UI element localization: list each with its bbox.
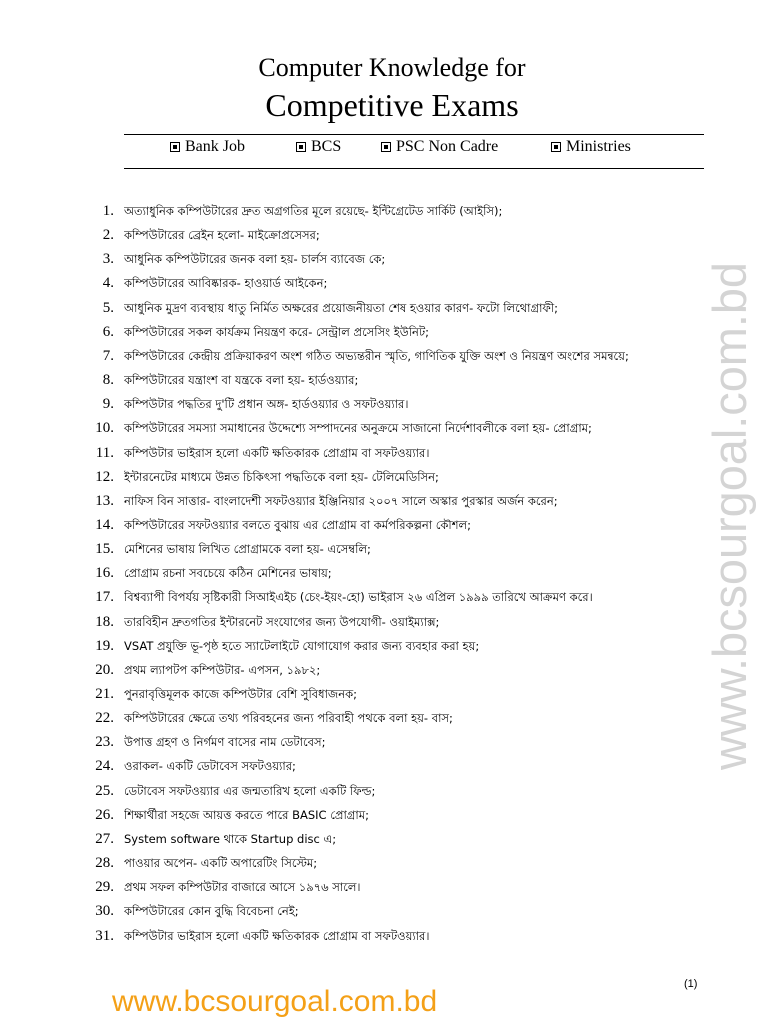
item-text: ইন্টারনেটের মাধ্যমে উন্নত চিকিৎসা পদ্ধতিকে বলা হয়- টেলিমেডিসিন;: [124, 469, 439, 484]
list-item: [0, 586, 768, 609]
item-number: 15.: [95, 541, 114, 558]
list-item: [0, 659, 768, 682]
list-item: [0, 900, 768, 923]
item-number: 6.: [102, 323, 114, 340]
category-label: Ministries: [566, 138, 631, 155]
item-text: উপাত্ত গ্রহণ ও নির্গমণ বাসের নাম ডেটাবেস;: [124, 735, 326, 750]
item-number: 17.: [95, 589, 114, 606]
item-number: 1.: [102, 203, 114, 219]
category-label: Bank Job: [185, 138, 245, 155]
item-number: 22.: [95, 710, 114, 727]
list-item: [0, 490, 768, 513]
item-text: কম্পিউটারের সফটওয়্যার বলতে বুঝায় এর প্রোগ্রাম বা কর্মপরিকল্পনা কৌশল;: [124, 517, 471, 532]
square-bullet-icon: [381, 142, 391, 152]
category-ministries: [551, 136, 631, 158]
item-text: কম্পিউটার ভাইরাস হলো একটি ক্ষতিকারক প্রোগ্রাম বা সফটওয়্যার।: [124, 928, 430, 943]
item-number: 14.: [95, 516, 114, 533]
category-label: PSC Non Cadre: [396, 138, 499, 155]
page-number: (1): [684, 978, 698, 990]
list-item: [0, 248, 768, 271]
list-item: [0, 925, 768, 948]
item-text: আধুনিক মুদ্রণ ব্যবস্থায় ধাতু নির্মিত অক্ষরের প্রয়োজনীয়তা শেষ হওয়ার কারণ- ফটো লিথোগ্রাফী;: [124, 300, 558, 315]
item-text: কম্পিউটারের যন্ত্রাংশ বা যন্ত্রকে বলা হয়- হার্ডওয়্যার;: [124, 373, 359, 388]
item-number: 31.: [95, 927, 114, 944]
item-number: 26.: [95, 806, 114, 823]
top-divider: [124, 134, 704, 135]
list-item: [0, 297, 768, 320]
item-text: অত্যাধুনিক কম্পিউটারের দ্রুত অগ্রগতির মূলে রয়েছে- ইন্টিগ্রেটেড সার্কিট (আইসি);: [124, 204, 503, 218]
item-number: 28.: [95, 855, 114, 872]
category-bcs: [296, 136, 341, 158]
item-text: ওরাকল- একটি ডেটাবেস সফটওয়্যার;: [124, 759, 296, 774]
category-psc-non-cadre: [381, 136, 498, 158]
list-item: [0, 224, 768, 247]
list-item: [0, 345, 768, 368]
list-item: [0, 200, 768, 223]
list-item: [0, 876, 768, 899]
list-item: [0, 417, 768, 440]
item-text: মেশিনের ভাষায় লিখিত প্রোগ্রামকে বলা হয়- এসেম্বলি;: [124, 542, 371, 557]
list-item: [0, 562, 768, 585]
item-number: 4.: [102, 275, 114, 292]
list-item: [0, 683, 768, 706]
list-item: [0, 321, 768, 344]
list-item: [0, 611, 768, 634]
list-item: [0, 804, 768, 827]
item-text: System software থাকে Startup disc এ;: [124, 831, 337, 846]
document-title-line1: Computer Knowledge for: [258, 53, 526, 82]
item-text: পাওয়ার অপেন- একটি অপারেটিং সিস্টেম;: [124, 856, 318, 871]
item-text: তারবিহীন দ্রুতগতির ইন্টারনেট সংযোগের জন্য উপযোগী- ওয়াইম্যাক্স;: [124, 614, 440, 629]
item-number: 12.: [95, 468, 114, 485]
item-number: 9.: [102, 396, 114, 413]
list-item: [0, 442, 768, 465]
list-item: [0, 466, 768, 489]
item-number: 2.: [102, 227, 114, 244]
list-item: [0, 828, 768, 851]
item-text: নাফিস বিন সাত্তার- বাংলাদেশী সফটওয়্যার ইঞ্জিনিয়ার ২০০৭ সালে অস্কার পুরস্কার অর্জন করেন;: [124, 493, 558, 508]
item-text: কম্পিউটারের সমস্যা সমাধানের উদ্দেশ্যে সম্পাদনের অনুক্রমে সাজানো নির্দেশাবলীকে বলা হয়- প্রোগ্রাম;: [124, 421, 592, 436]
item-number: 8.: [102, 372, 114, 389]
item-text: কম্পিউটারের আবিষ্কারক- হাওয়ার্ড আইকেন;: [124, 276, 328, 291]
list-item: [0, 707, 768, 730]
list-item: [0, 393, 768, 416]
item-number: 24.: [95, 758, 114, 775]
item-number: 5.: [102, 299, 114, 316]
item-text: প্রথম সফল কম্পিউটার বাজারে আসে ১৯৭৬ সালে।: [124, 880, 361, 895]
item-number: 30.: [95, 903, 114, 920]
item-text: প্রোগ্রাম রচনা সবচেয়ে কঠিন মেশিনের ভাষায়;: [124, 566, 332, 581]
footer-website-url: www.bcsourgoal.com.bd: [112, 985, 438, 1018]
item-text: কম্পিউটার পদ্ধতির দু'টি প্রধান অঙ্গ- হার্ডওয়্যার ও সফটওয়্যার।: [124, 397, 409, 412]
bottom-divider: [124, 168, 704, 169]
item-text: কম্পিউটারের সকল কার্যক্রম নিয়ন্ত্রণ করে- সেন্ট্রাল প্রসেসিং ইউনিট;: [124, 324, 430, 339]
item-number: 16.: [95, 565, 114, 582]
item-text: ডেটাবেস সফটওয়্যার এর জন্মতারিখ হলো একটি ফিল্ড;: [124, 783, 376, 798]
item-text: বিশ্বব্যাপী বিপর্যয় সৃষ্টিকারী সিআইএইচ (চেং-ইয়ং-হো) ভাইরাস ২৬ এপ্রিল ১৯৯৯ তারিখে আক্রমণ করে।: [124, 590, 593, 605]
item-text: কম্পিউটার ভাইরাস হলো একটি ক্ষতিকারক প্রোগ্রাম বা সফটওয়্যার।: [124, 445, 430, 460]
item-text: কম্পিউটারের কোন বুদ্ধি বিবেচনা নেই;: [124, 904, 299, 919]
category-label: BCS: [311, 138, 342, 155]
square-bullet-icon: [296, 142, 306, 152]
category-bar: [0, 136, 768, 160]
watermark: [700, 258, 760, 770]
item-number: 23.: [95, 734, 114, 751]
item-number: 20.: [95, 661, 114, 678]
item-number: 27.: [95, 830, 114, 847]
item-number: 21.: [95, 686, 114, 702]
list-item: [0, 755, 768, 778]
list-item: [0, 780, 768, 803]
item-number: 11.: [95, 444, 114, 461]
item-text: শিক্ষার্থীরা সহজে আয়ত্ত করতে পারে BASIC প্রোগ্রাম;: [124, 807, 370, 822]
item-number: 25.: [95, 782, 114, 799]
item-number: 19.: [95, 637, 114, 654]
list-item: [0, 369, 768, 392]
list-item: [0, 731, 768, 754]
item-text: কম্পিউটারের ক্ষেত্রে তথ্য পরিবহনের জন্য পরিবাহী পথকে বলা হয়- বাস;: [124, 711, 453, 726]
list-item: [0, 852, 768, 875]
item-text: VSAT প্রযুক্তি ভূ-পৃষ্ঠ হতে স্যাটেলাইটে যোগাযোগ করার জন্য ব্যবহার করা হয়;: [124, 638, 480, 653]
square-bullet-icon: [551, 142, 561, 152]
list-item: [0, 635, 768, 658]
item-text: পুনরাবৃত্তিমূলক কাজে কম্পিউটার বেশি সুবিধাজনক;: [124, 687, 358, 701]
list-item: [0, 538, 768, 561]
item-text: প্রথম ল্যাপটপ কম্পিউটার- এপসন, ১৯৮২;: [124, 662, 321, 677]
item-number: 10.: [95, 420, 114, 437]
square-bullet-icon: [170, 142, 180, 152]
item-text: কম্পিউটারের ব্রেইন হলো- মাইক্রোপ্রসেসর;: [124, 228, 320, 243]
document-title-line2: Competitive Exams: [265, 87, 519, 123]
item-number: 3.: [102, 251, 114, 268]
item-number: 29.: [95, 879, 114, 896]
list-item: [0, 514, 768, 537]
item-number: 7.: [102, 347, 114, 364]
item-text: আধুনিক কম্পিউটারের জনক বলা হয়- চার্লস ব্যাবেজ কে;: [124, 252, 386, 267]
item-text: কম্পিউটারের কেন্দ্রীয় প্রক্রিয়াকরণ অংশ গঠিত অভ্যন্তরীন স্মৃতি, গাণিতিক যুক্তি অংশ ও নিয়ন্ত্রণ অংশের সমন্বয়ে;: [124, 348, 629, 363]
item-number: 13.: [95, 492, 114, 509]
category-bank-job: [170, 136, 245, 158]
watermark-text: www.bcsourgoal.com.bd: [703, 260, 756, 770]
item-number: 18.: [95, 613, 114, 630]
list-item: [0, 272, 768, 295]
